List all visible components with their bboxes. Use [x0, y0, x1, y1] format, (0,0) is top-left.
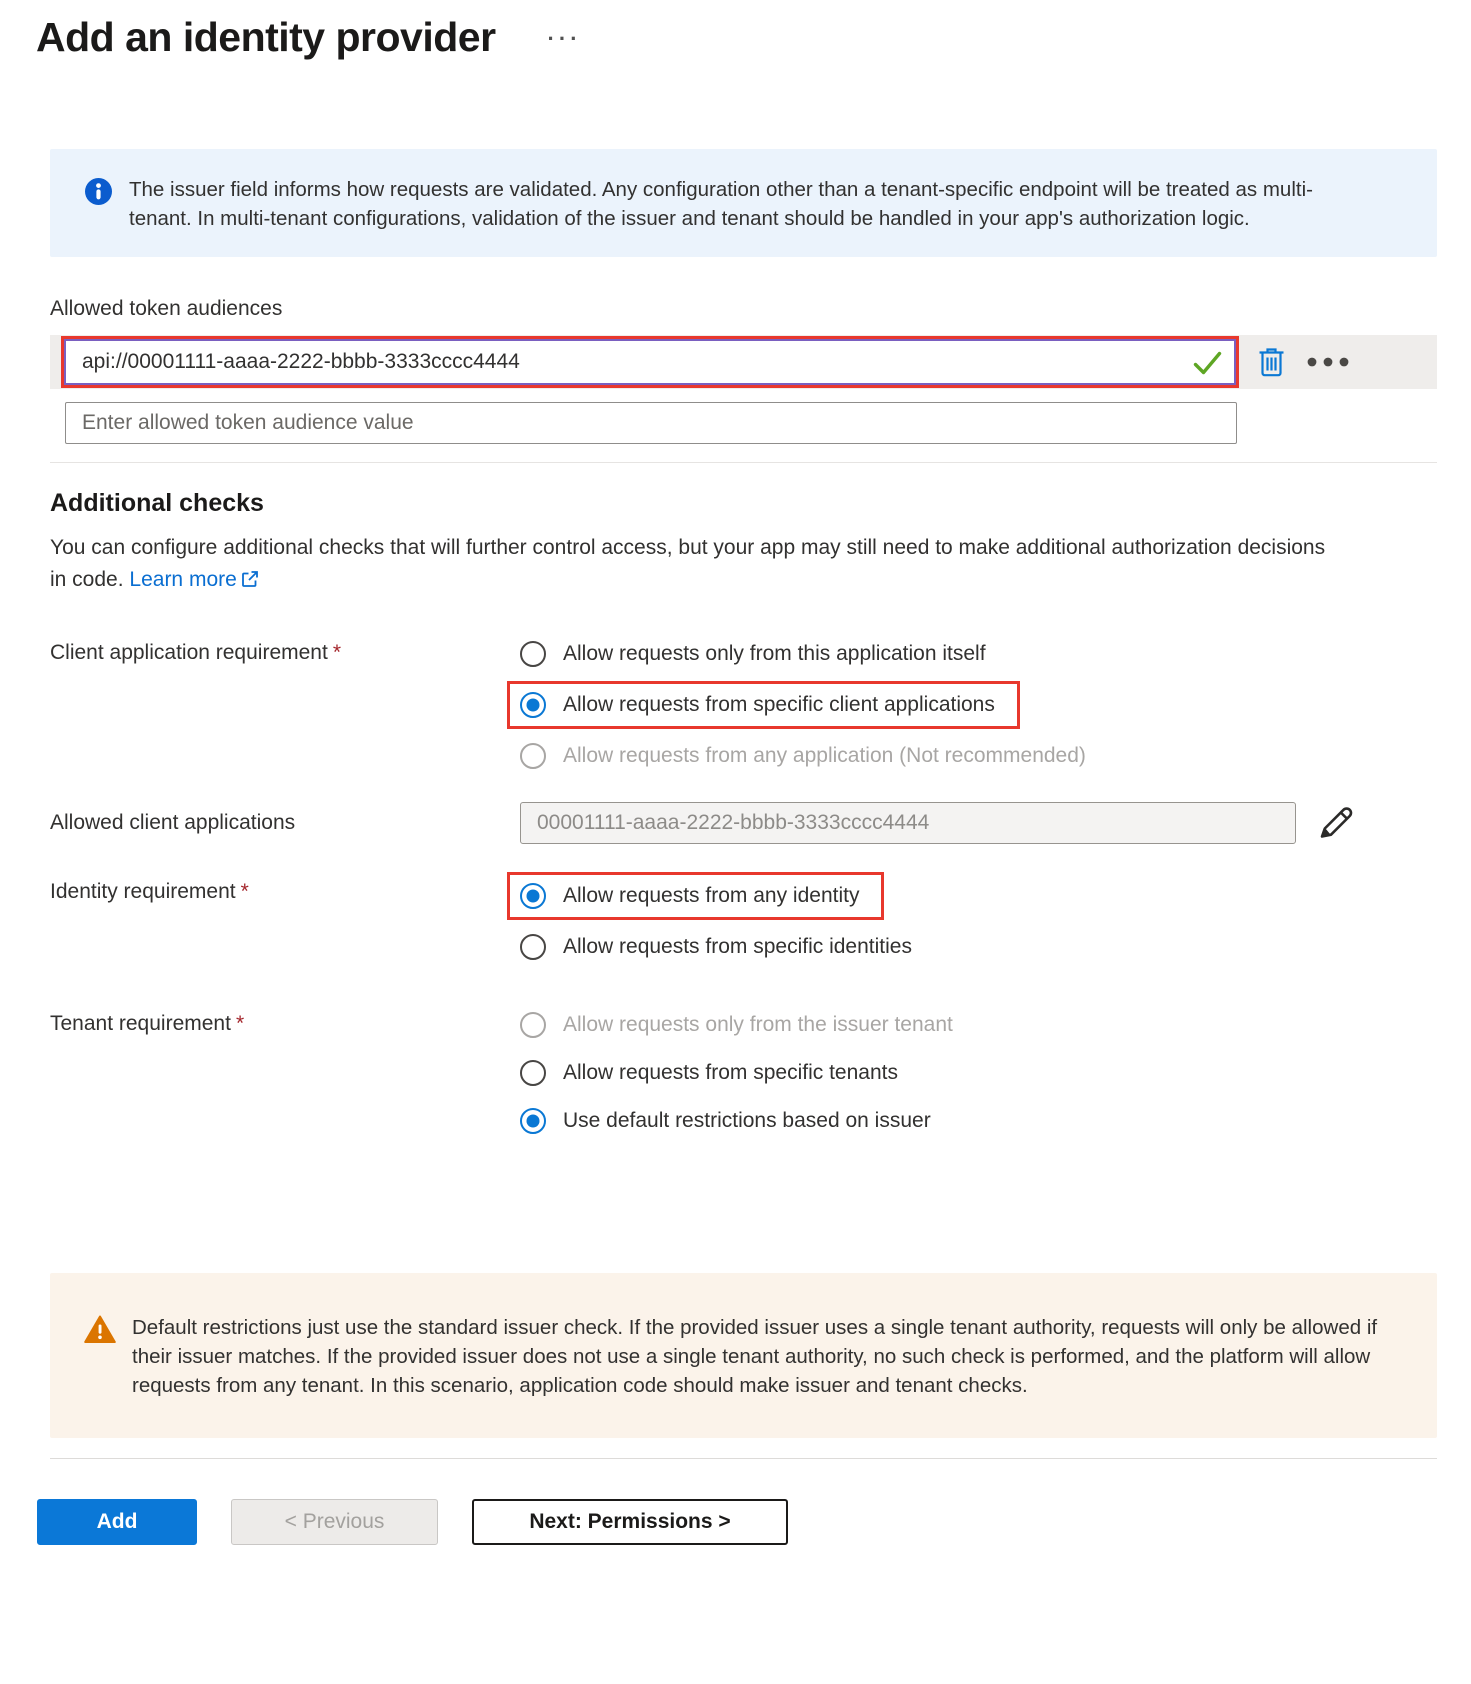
more-options-icon[interactable]: ··· — [547, 26, 582, 51]
next-permissions-button[interactable]: Next: Permissions > — [472, 1499, 788, 1545]
radio-option-label: Allow requests from any identity — [563, 884, 860, 907]
page-title: Add an identity provider — [36, 14, 496, 60]
identity-requirement-label-text: Identity requirement — [50, 880, 236, 903]
client-app-requirement-label — [50, 630, 520, 665]
additional-checks-description-text: You can configure additional checks that will further control access, but your app may still need to make additional authorization decisions in code. — [50, 536, 1326, 591]
radio-option-issuer-tenant-only — [520, 1001, 953, 1049]
identity-requirement-row — [50, 869, 1437, 971]
footer-buttons — [37, 1499, 1471, 1545]
radio-icon-disabled — [520, 743, 546, 769]
edit-client-applications-button[interactable] — [1316, 800, 1356, 845]
additional-checks-description — [50, 532, 1330, 598]
radio-option-label: Use default restrictions based on issuer — [563, 1109, 931, 1132]
section-divider — [50, 462, 1437, 463]
token-audience-row — [50, 335, 1437, 389]
new-audience-input[interactable] — [65, 402, 1237, 444]
learn-more-link[interactable] — [129, 568, 258, 591]
identity-requirement-label — [50, 869, 520, 904]
token-audience-input[interactable] — [66, 341, 1234, 383]
radio-icon-selected[interactable] — [520, 1108, 546, 1134]
additional-checks-heading: Additional checks — [50, 489, 264, 517]
radio-option-specific-tenants[interactable] — [520, 1049, 953, 1097]
radio-icon[interactable] — [520, 1060, 546, 1086]
required-marker: * — [332, 641, 342, 664]
info-banner-text: The issuer field informs how requests are validated. Any configuration other than a tenant-specific endpoint will be treated as multi-tenant. In multi-tenant configurations, validation of the issuer and tenant should be handled in your app's authorization logic. — [129, 178, 1313, 230]
token-audience-input-annotated — [64, 339, 1236, 385]
radio-option-any-identity[interactable] — [507, 872, 884, 920]
previous-button: < Previous — [231, 1499, 438, 1545]
radio-option-label: Allow requests from specific client applications — [563, 693, 995, 716]
info-icon — [84, 177, 113, 233]
radio-option-specific-client-apps[interactable] — [507, 681, 1020, 729]
add-button[interactable]: Add — [37, 1499, 197, 1545]
tenant-requirement-options — [520, 1001, 953, 1145]
identity-requirement-options — [520, 869, 912, 971]
radio-icon-selected[interactable] — [520, 883, 546, 909]
main-content — [50, 149, 1437, 1459]
tenant-requirement-label-text: Tenant requirement — [50, 1012, 231, 1035]
tenant-requirement-row — [50, 1001, 1437, 1145]
radio-option-app-itself[interactable] — [520, 630, 1086, 678]
radio-option-default-restrictions[interactable] — [520, 1097, 953, 1145]
footer-divider — [50, 1458, 1437, 1459]
allowed-client-applications-label: Allowed client applications — [50, 810, 296, 834]
required-marker: * — [235, 1012, 245, 1035]
required-marker: * — [240, 880, 249, 903]
learn-more-label: Learn more — [129, 568, 237, 591]
radio-option-label: Allow requests from specific tenants — [563, 1061, 898, 1084]
audience-more-icon[interactable] — [1307, 357, 1349, 367]
radio-icon-disabled — [520, 1012, 546, 1038]
tenant-requirement-label — [50, 1001, 520, 1036]
radio-icon[interactable] — [520, 934, 546, 960]
client-app-requirement-label-text: Client application requirement — [50, 641, 328, 664]
allowed-client-applications-row — [50, 800, 1437, 845]
radio-option-label: Allow requests from specific identities — [563, 935, 912, 958]
client-app-requirement-options — [520, 630, 1086, 780]
warning-icon — [84, 1315, 116, 1400]
radio-option-label: Allow requests only from the issuer tenant — [563, 1013, 953, 1036]
radio-icon[interactable] — [520, 641, 546, 667]
allowed-client-applications-input — [520, 802, 1296, 844]
radio-icon-selected[interactable] — [520, 692, 546, 718]
radio-option-specific-identities[interactable] — [520, 923, 912, 971]
info-banner — [50, 149, 1437, 257]
radio-option-label: Allow requests only from this application itself — [563, 642, 986, 665]
external-link-icon — [241, 566, 259, 598]
delete-audience-icon[interactable] — [1258, 347, 1285, 377]
pencil-icon — [1316, 800, 1356, 845]
allowed-token-audiences-label: Allowed token audiences — [50, 297, 283, 320]
radio-option-label: Allow requests from any application (Not recommended) — [563, 744, 1086, 767]
page-header — [0, 0, 1471, 61]
warning-banner-text: Default restrictions just use the standard issuer check. If the provided issuer uses a single tenant authority, requests will only be allowed if their issuer matches. If the provided issuer does not use a single tenant authority, no such check is performed, and the platform will allow requests from any tenant. In this scenario, application code should make issuer and tenant checks. — [132, 1316, 1378, 1397]
radio-option-any-application — [520, 732, 1086, 780]
valid-check-icon — [1193, 351, 1222, 381]
client-app-requirement-row — [50, 630, 1437, 780]
warning-banner — [50, 1273, 1437, 1438]
